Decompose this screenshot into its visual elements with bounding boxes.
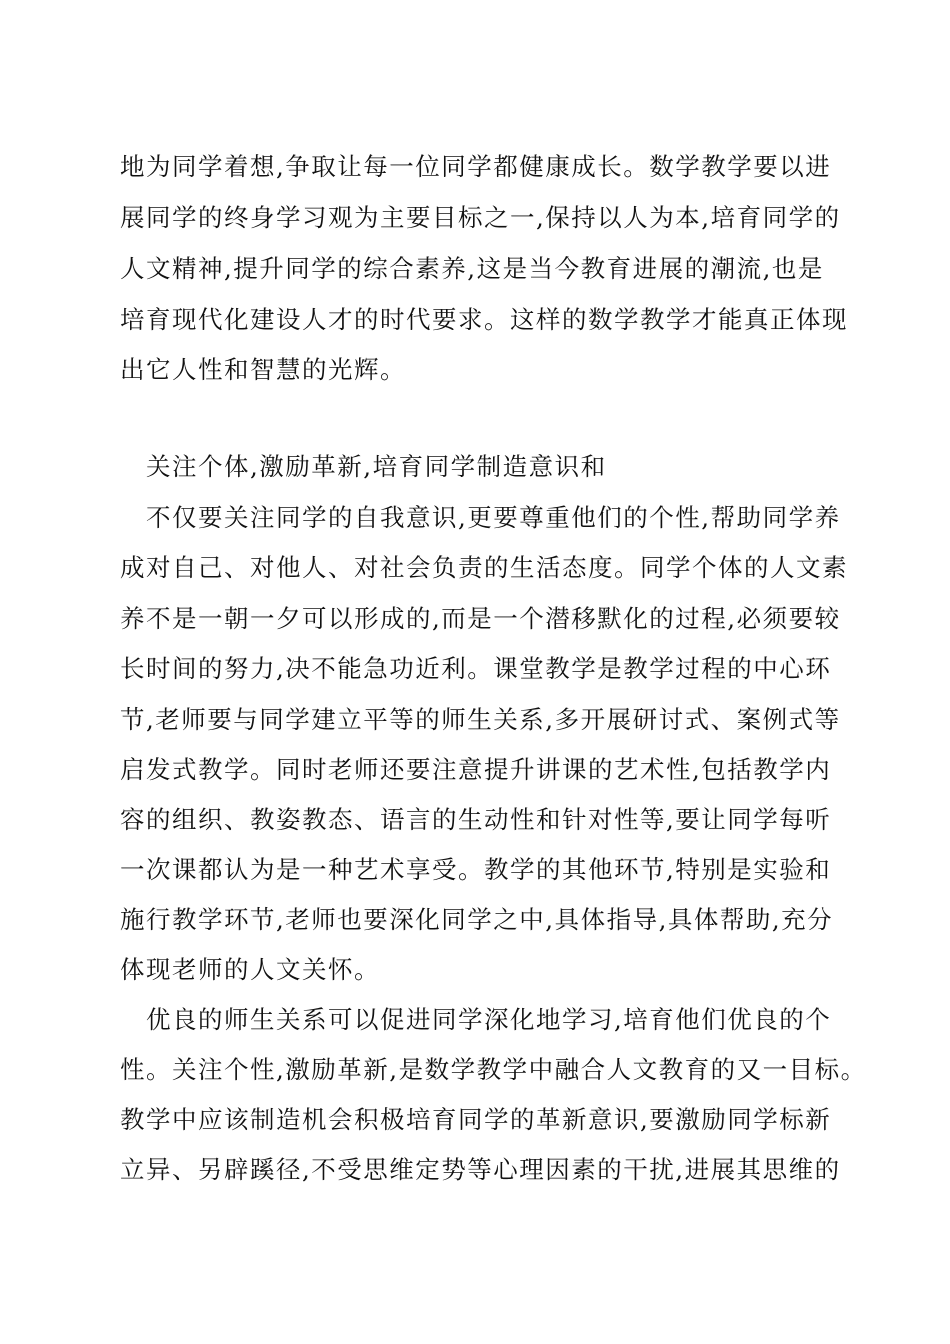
text-line: 容的组织、教姿教态、语言的生动性和针对性等,要让同学每听 (120, 805, 832, 834)
text-line: 一次课都认为是一种艺术享受。教学的其他环节,特别是实验和 (120, 855, 832, 884)
text-line: 优良的师生关系可以促进同学深化地学习,培育他们优良的个 (146, 1005, 832, 1034)
text-line: 出它人性和智慧的光辉。 (120, 355, 406, 384)
text-line: 立异、另辟蹊径,不受思维定势等心理因素的干扰,进展其思维的 (120, 1155, 841, 1184)
text-line: 长时间的努力,决不能急功近利。课堂教学是教学过程的中心环 (120, 654, 832, 683)
text-line: 人文精神,提升同学的综合素养,这是当今教育进展的潮流,也是 (120, 254, 824, 283)
text-line: 成对自己、对他人、对社会负责的生活态度。同学个体的人文素 (120, 553, 848, 582)
text-line: 教学中应该制造机会积极培育同学的革新意识,要激励同学标新 (120, 1105, 832, 1134)
text-line: 性。关注个性,激励革新,是数学教学中融合人文教育的又一目标。 (120, 1055, 867, 1084)
text-line: 展同学的终身学习观为主要目标之一,保持以人为本,培育同学的 (120, 203, 841, 232)
text-line: 节,老师要与同学建立平等的师生关系,多开展研讨式、案例式等 (120, 705, 841, 734)
text-line: 地为同学着想,争取让每一位同学都健康成长。数学教学要以进 (120, 152, 832, 181)
text-line: 培育现代化建设人才的时代要求。这样的数学教学才能真正体现 (120, 305, 848, 334)
text-line: 施行教学环节,老师也要深化同学之中,具体指导,具体帮助,充分 (120, 905, 834, 934)
text-line: 启发式教学。同时老师还要注意提升讲课的艺术性,包括教学内 (120, 755, 832, 784)
text-line: 不仅要关注同学的自我意识,更要尊重他们的个性,帮助同学养 (146, 503, 841, 532)
text-line: 体现老师的人文关怀。 (120, 955, 380, 984)
section-heading: 关注个体,激励革新,培育同学制造意识和 (146, 452, 607, 481)
text-line: 养不是一朝一夕可以形成的,而是一个潜移默化的过程,必须要较 (120, 604, 841, 633)
